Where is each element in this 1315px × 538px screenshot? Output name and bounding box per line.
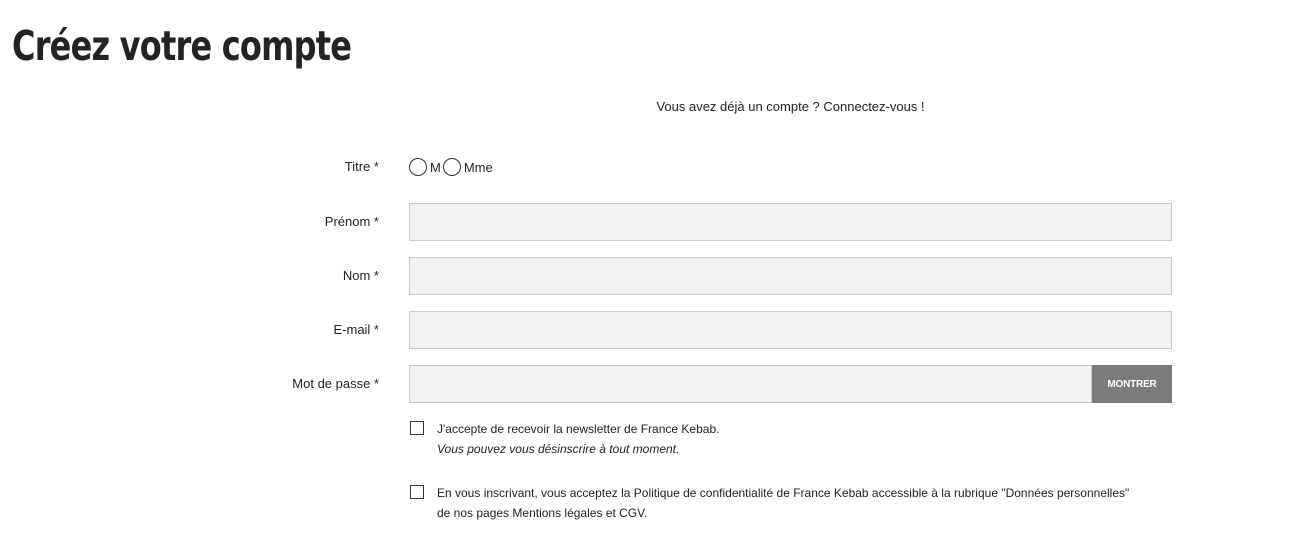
password-field[interactable] — [409, 365, 1092, 403]
first-name-row — [0, 203, 1315, 241]
radio-mme[interactable] — [443, 158, 461, 176]
radio-label-mme: Mme — [463, 159, 493, 175]
show-password-button[interactable]: MONTRER — [1092, 365, 1172, 403]
newsletter-unsubscribe-note: Vous pouvez vous désinscrire à tout moment. — [437, 442, 680, 456]
title-field-label: Titre * — [344, 159, 379, 174]
radio-label-m: M — [430, 159, 441, 175]
password-row — [0, 365, 1315, 403]
last-name-label: Nom * — [342, 268, 379, 283]
title-radio-group — [409, 148, 495, 186]
email-label: E-mail * — [333, 322, 379, 337]
last-name-row — [0, 257, 1315, 295]
privacy-option — [409, 485, 1169, 525]
newsletter-text-block — [437, 419, 1137, 459]
privacy-label: En vous inscrivant, vous acceptez la Politique de confidentialité de France Kebab accessible à la rubrique "Données personnelles" de nos pages Mentions légales et CGV. — [437, 486, 1130, 520]
privacy-checkbox[interactable] — [410, 485, 424, 499]
newsletter-label: J'accepte de recevoir la newsletter de France Kebab. — [437, 422, 720, 436]
title-field-row — [0, 148, 1315, 186]
email-field[interactable] — [409, 311, 1172, 349]
radio-option-mme[interactable] — [443, 158, 495, 176]
first-name-label: Prénom * — [324, 214, 379, 229]
last-name-field[interactable] — [409, 257, 1172, 295]
newsletter-option — [409, 421, 1169, 461]
login-link[interactable]: Vous avez déjà un compte ? Connectez-vous ! — [656, 99, 925, 114]
radio-option-m[interactable] — [409, 158, 443, 176]
password-label: Mot de passe * — [292, 376, 379, 391]
email-row — [0, 311, 1315, 349]
first-name-field[interactable] — [409, 203, 1172, 241]
page-title: Créez votre compte — [12, 22, 352, 70]
radio-m[interactable] — [409, 158, 427, 176]
privacy-text-block — [437, 483, 1137, 523]
newsletter-checkbox[interactable] — [410, 421, 424, 435]
